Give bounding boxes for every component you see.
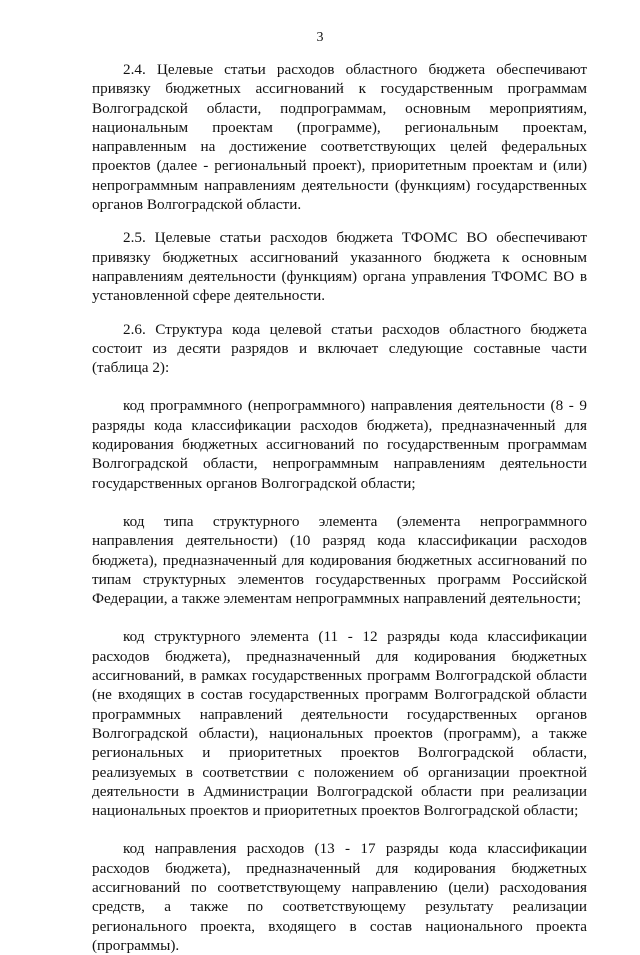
paragraph-2-5: 2.5. Целевые статьи расходов бюджета ТФОМС ВО обеспечивают привязку бюджетных ассигнований указанного бюджета к основным направлениям деятельности (функциям) органа управления ТФОМС ВО в установленной сфере деятельности.: [92, 229, 587, 305]
document-body: [92, 60, 587, 955]
list-item-expense-direction-code: код направления расходов (13 - 17 разряды кода классификации расходов бюджета), предназначенный для кодирования бюджетных ассигнований по соответствующему направлению (цели) расходования средств, а также по соответствующему результату реализации регионального проекта, входящего в состав национального проекта (программы).: [92, 840, 587, 954]
list-item-program-code: код программного (непрограммного) направления деятельности (8 - 9 разряды кода классификации расходов бюджета), предназначенный для кодирования бюджетных ассигнований по государственным программам Волгоградской области, непрограммным направлениям деятельности государственных органов Волгоградской области;: [92, 397, 587, 492]
paragraph-2-6: 2.6. Структура кода целевой статьи расходов областного бюджета состоит из десяти разрядов и включает следующие составные части (таблица 2):: [92, 320, 587, 377]
page-number: 3: [316, 30, 324, 45]
list-item-element-type-code: код типа структурного элемента (элемента непрограммного направления деятельности) (10 разряд кода классификации расходов бюджета), предназначенный для кодирования бюджетных ассигнований по типам структурных элементов государственных программ Российской Федерации, а также элементам непрограммных направлений деятельности;: [92, 512, 587, 608]
list-item-structural-element-code: код структурного элемента (11 - 12 разряды кода классификации расходов бюджета), предназначенный для кодирования бюджетных ассигнований, в рамках государственных программ Волгоградской области (не входящих в состав государственных программ Волгоградской области программных направлений деятельности государственных органов Волгоградской области), национальных проектов (программ), а также региональных и приоритетных проектов Волгоградской области, реализуемых в соответствии с положением об организации проектной деятельности в Администрации Волгоградской области при реализации национальных проектов и приоритетных проектов Волгоградской области;: [92, 628, 587, 820]
paragraph-2-4: 2.4. Целевые статьи расходов областного бюджета обеспечивают привязку бюджетных ассигнований к государственным программам Волгоградской области, подпрограммам, основным мероприятиям, национальным проектам (программе), региональным проектам, направленным на достижение соответствующих целей федеральных проектов (далее - региональный проект), приоритетным проектам и (или) непрограммным направлениям деятельности (функциям) государственных органов Волгоградской области.: [92, 61, 587, 214]
